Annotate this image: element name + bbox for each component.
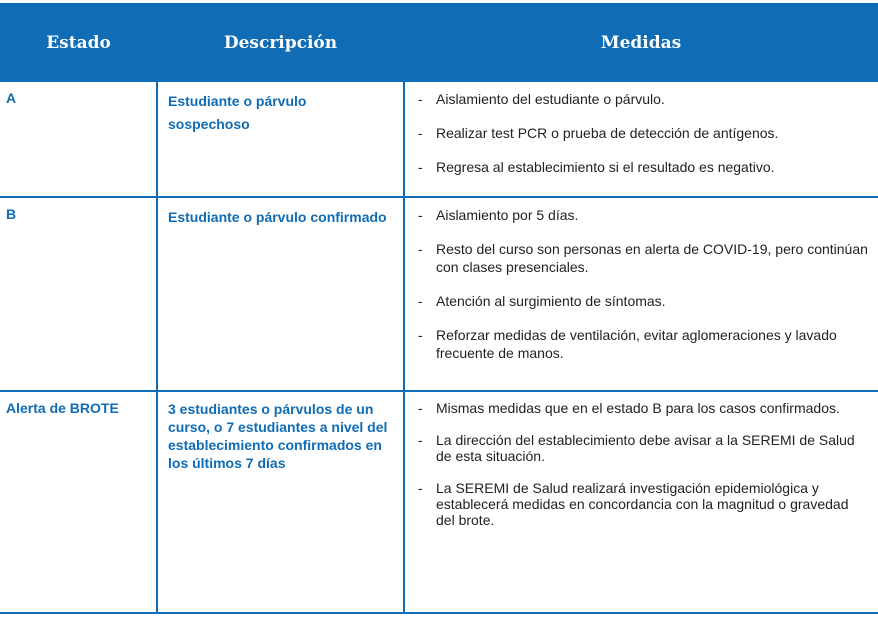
- header-descripcion: Descripción: [223, 32, 338, 53]
- table-row: [0, 392, 878, 612]
- cell-estado: Alerta de BROTE: [6, 400, 119, 416]
- header-estado: Estado: [46, 32, 111, 53]
- cell-estado: A: [6, 90, 17, 106]
- table-bottom-border: [0, 612, 878, 614]
- medida-item: - Regresa al establecimiento si el resultado es negativo.: [418, 159, 775, 175]
- cell-medidas: [404, 392, 878, 612]
- medida-item: - Resto del curso son personas en alerta de COVID-19, pero continúan con clases presenciales.: [418, 241, 868, 275]
- cell-descripcion: 3 estudiantes o párvulos de un curso, o 7 estudiantes a nivel del establecimiento confirmados en los últimos 7 días: [168, 401, 388, 471]
- table-row: [0, 82, 878, 196]
- medida-item: - La dirección del establecimiento debe avisar a la SEREMI de Salud de esta situación.: [418, 432, 855, 464]
- table-row: [0, 198, 878, 390]
- header-medidas: Medidas: [600, 32, 682, 53]
- cell-descripcion: Estudiante o párvulo confirmado: [168, 209, 387, 225]
- medida-item: - Aislamiento del estudiante o párvulo.: [418, 91, 665, 107]
- table-header: [0, 3, 878, 82]
- medida-item: - La SEREMI de Salud realizará investigación epidemiológica y establecerá medidas en concordancia con la magnitud o gravedad del brote.: [418, 480, 849, 528]
- cell-descripcion: Estudiante o párvulo sospechoso: [168, 93, 307, 132]
- cell-medidas: [404, 198, 878, 390]
- cell-medidas: [404, 82, 878, 196]
- medida-item: - Atención al surgimiento de síntomas.: [418, 293, 666, 309]
- medida-item: - Realizar test PCR o prueba de detección de antígenos.: [418, 125, 779, 141]
- cell-estado: B: [6, 206, 17, 222]
- medida-item: - Aislamiento por 5 días.: [418, 207, 579, 223]
- medida-item: - Mismas medidas que en el estado B para los casos confirmados.: [418, 400, 840, 416]
- medida-item: - Reforzar medidas de ventilación, evitar aglomeraciones y lavado frecuente de manos.: [418, 327, 837, 361]
